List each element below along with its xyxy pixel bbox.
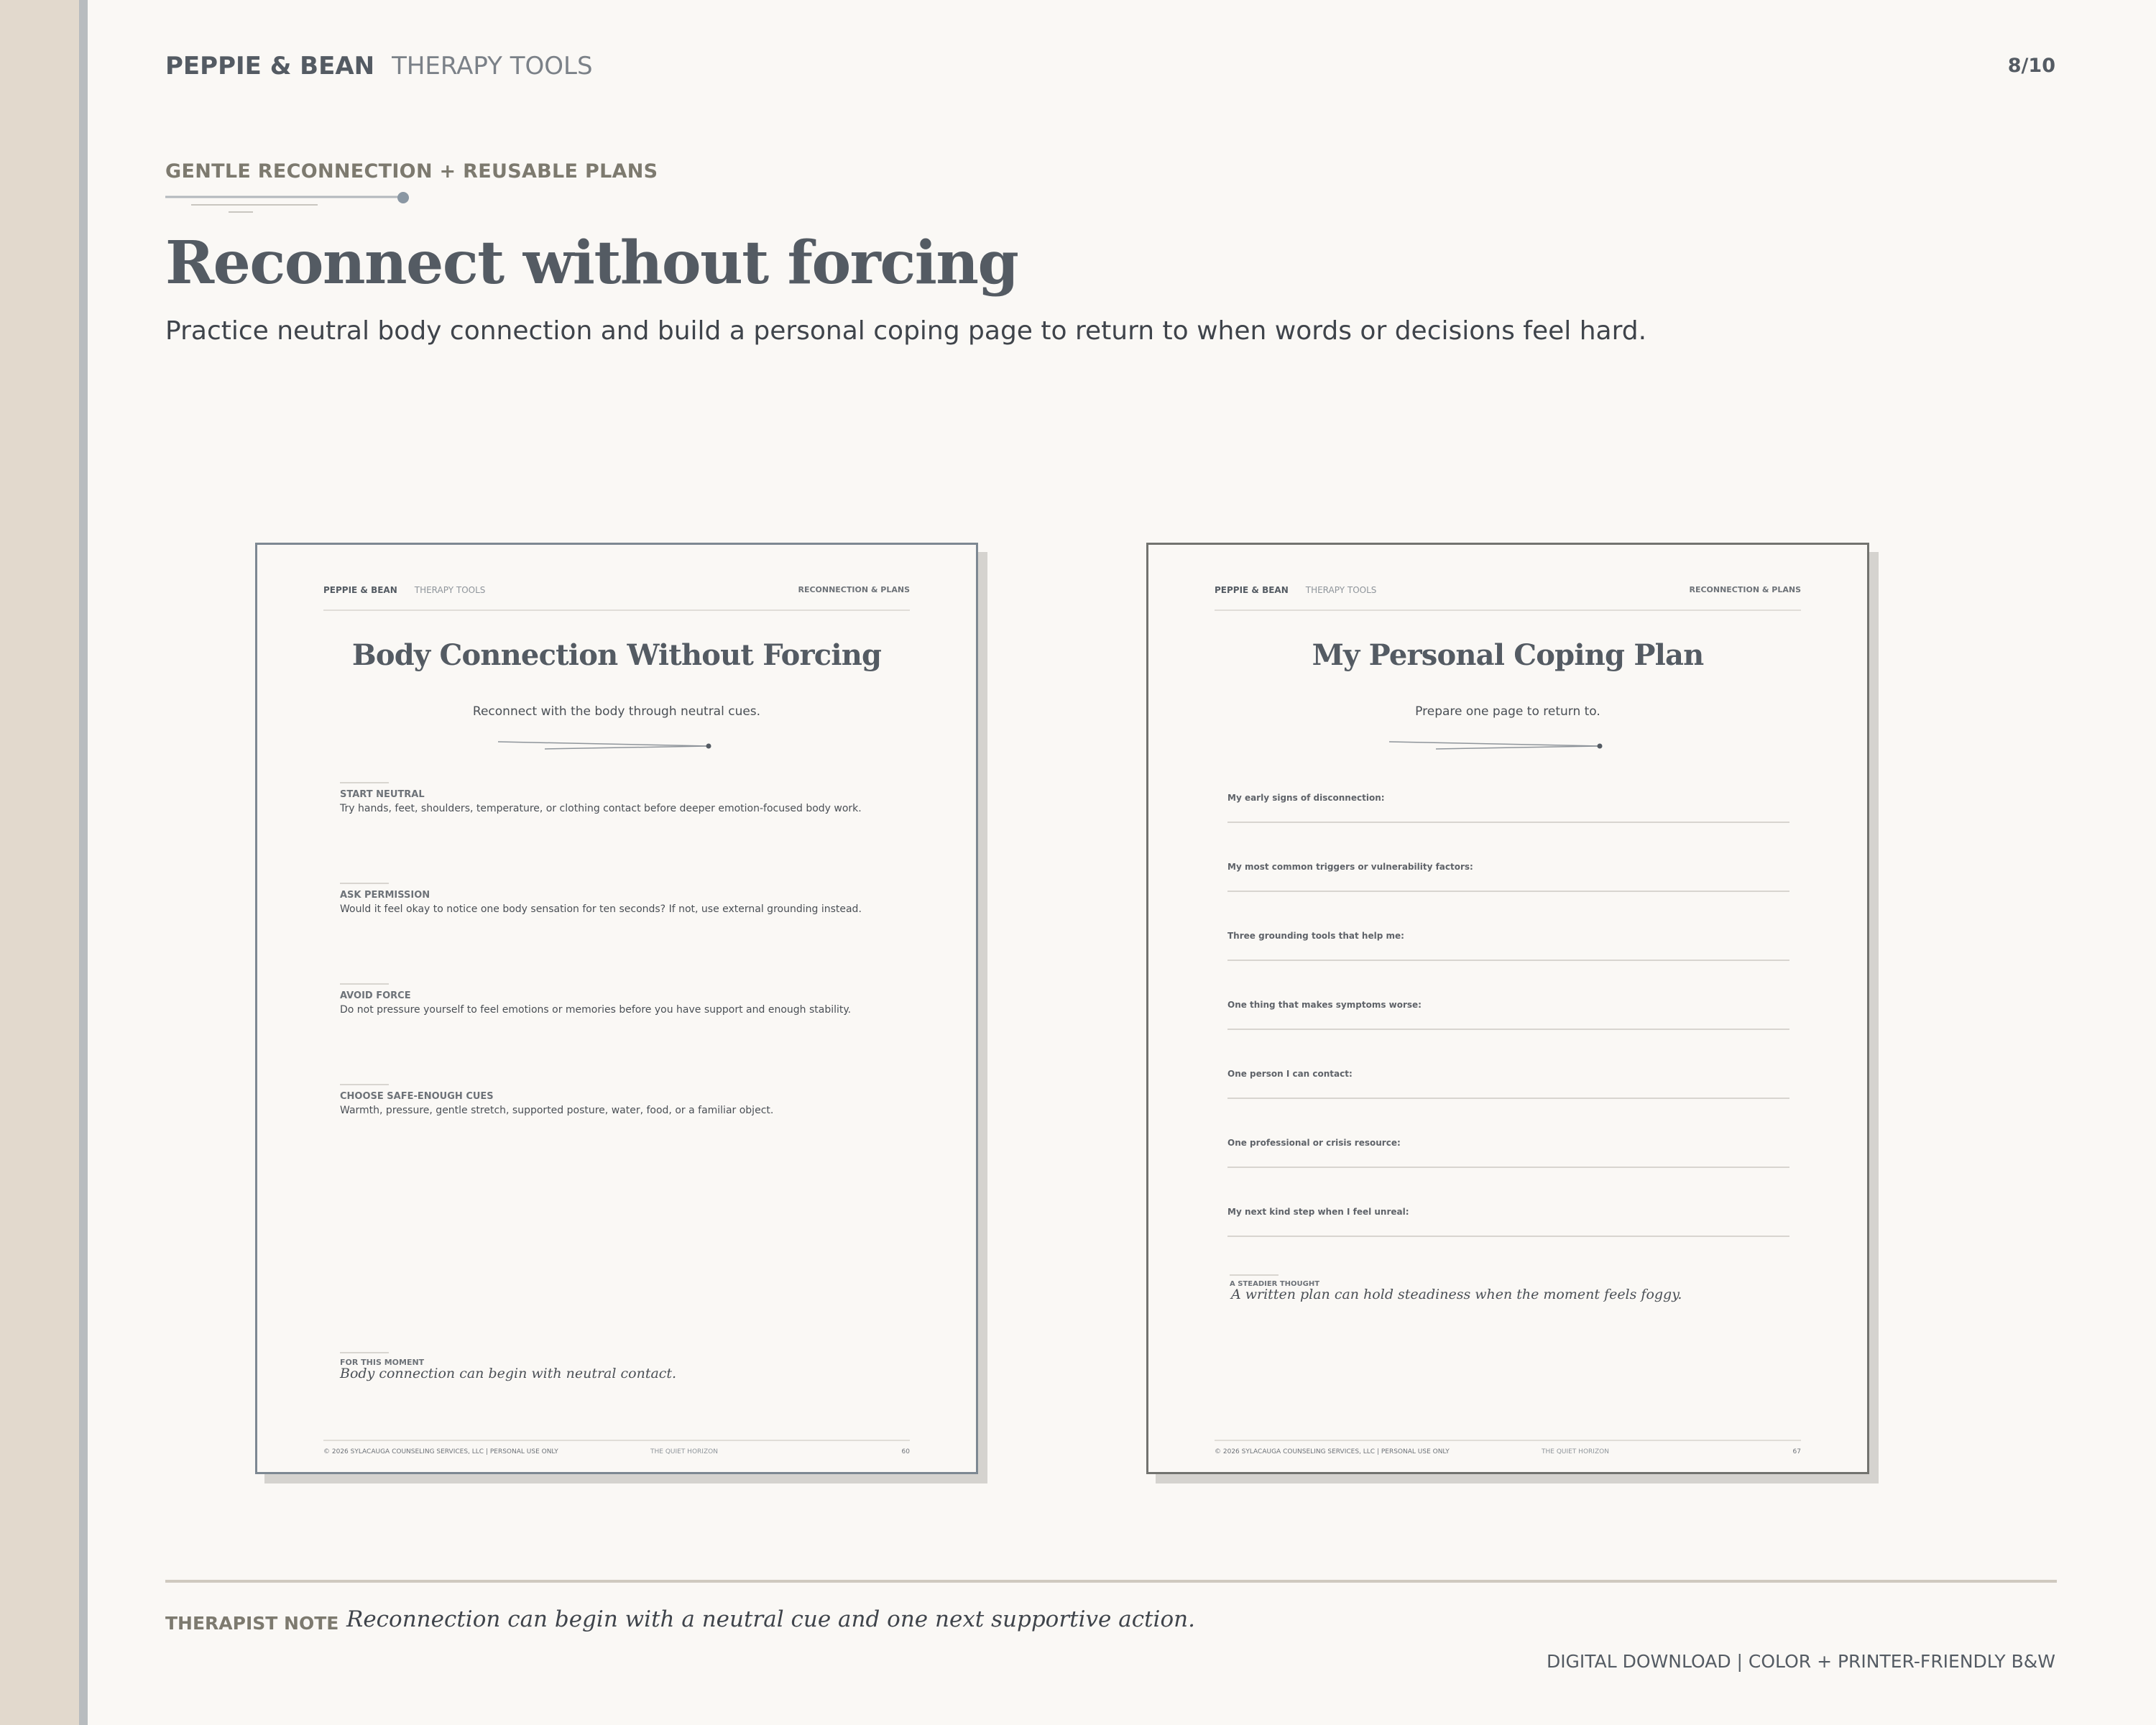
moment-label: FOR THIS MOMENT xyxy=(340,1358,425,1367)
worksheet-header xyxy=(323,585,910,611)
block-label: ASK PERMISSION xyxy=(340,890,430,901)
worksheet-ornament xyxy=(1389,740,1605,752)
worksheet-block xyxy=(340,983,911,1016)
footer-series: THE QUIET HORIZON xyxy=(1542,1448,1609,1455)
worksheet-subtitle: Prepare one page to return to. xyxy=(1415,704,1600,719)
worksheet-header xyxy=(1215,585,1801,611)
plan-field[interactable] xyxy=(1227,1000,1789,1030)
brand-tagline: THERAPY TOOLS xyxy=(392,52,593,80)
steadier-quote: A written plan can hold steadiness when the moment feels foggy. xyxy=(1231,1287,1682,1302)
moment-callout xyxy=(340,1352,676,1381)
plan-field[interactable] xyxy=(1227,1207,1789,1237)
field-label: My next kind step when I feel unreal: xyxy=(1227,1207,1409,1217)
worksheet-title: My Personal Coping Plan xyxy=(1312,638,1704,672)
worksheet-block xyxy=(340,883,911,915)
footer-copyright: © 2026 SYLACAUGA COUNSELING SERVICES, LLC | PERSONAL USE ONLY xyxy=(1215,1448,1450,1455)
block-text: Try hands, feet, shoulders, temperature, or clothing contact before deeper emotion-focused body work. xyxy=(340,803,862,814)
worksheet-section-label: RECONNECTION & PLANS xyxy=(1689,585,1801,594)
steadier-label: A STEADIER THOUGHT xyxy=(1230,1280,1320,1288)
footer-divider xyxy=(165,1580,2057,1583)
page-counter: 8/10 xyxy=(2007,55,2055,77)
footer-copyright: © 2026 SYLACAUGA COUNSELING SERVICES, LLC | PERSONAL USE ONLY xyxy=(323,1448,558,1455)
plan-field[interactable] xyxy=(1227,1138,1789,1168)
block-label: START NEUTRAL xyxy=(340,789,425,800)
steadier-thought-callout xyxy=(1230,1274,1682,1302)
field-label: My most common triggers or vulnerability factors: xyxy=(1227,862,1473,872)
footer-page-number: 67 xyxy=(1792,1448,1801,1455)
eyebrow-ornament xyxy=(165,190,413,216)
block-label: AVOID FORCE xyxy=(340,990,411,1001)
brand-name: PEPPIE & BEAN xyxy=(165,52,375,80)
block-text: Warmth, pressure, gentle stretch, supported posture, water, food, or a familiar object. xyxy=(340,1105,774,1116)
worksheet-brand-tag: THERAPY TOOLS xyxy=(414,585,486,595)
worksheet-block xyxy=(340,782,911,814)
worksheet-preview-coping-plan xyxy=(1146,543,1869,1474)
therapist-note-text: Reconnection can begin with a neutral cue and one next supportive action. xyxy=(346,1606,1195,1632)
worksheet-block xyxy=(340,1084,911,1116)
page-subtitle: Practice neutral body connection and build a personal coping page to return to when words or decisions feel hard. xyxy=(165,316,1647,346)
plan-field[interactable] xyxy=(1227,931,1789,961)
page-title: Reconnect without forcing xyxy=(165,229,1018,298)
side-band xyxy=(0,0,79,1725)
plan-field[interactable] xyxy=(1227,1069,1789,1099)
footer-page-number: 60 xyxy=(901,1448,910,1455)
moment-quote: Body connection can begin with neutral contact. xyxy=(340,1366,677,1381)
footer-series: THE QUIET HORIZON xyxy=(650,1448,718,1455)
plan-field[interactable] xyxy=(1227,793,1789,823)
block-text: Would it feel okay to notice one body sensation for ten seconds? If not, use external grounding instead. xyxy=(340,903,862,915)
plan-field[interactable] xyxy=(1227,862,1789,892)
block-text: Do not pressure yourself to feel emotions or memories before you have support and enough stability. xyxy=(340,1004,852,1016)
field-label: One person I can contact: xyxy=(1227,1069,1353,1079)
worksheet-preview-body-connection xyxy=(255,543,978,1474)
worksheet-title: Body Connection Without Forcing xyxy=(351,638,882,672)
worksheet-brand: PEPPIE & BEAN xyxy=(323,585,397,595)
therapist-note-label: THERAPIST NOTE xyxy=(165,1613,339,1634)
worksheet-section-label: RECONNECTION & PLANS xyxy=(798,585,910,594)
worksheet-footer xyxy=(1215,1440,1801,1463)
block-label: CHOOSE SAFE-ENOUGH CUES xyxy=(340,1091,494,1102)
worksheet-brand-tag: THERAPY TOOLS xyxy=(1305,585,1377,595)
worksheet-ornament xyxy=(498,740,714,752)
field-label: One thing that makes symptoms worse: xyxy=(1227,1000,1422,1010)
worksheet-footer xyxy=(323,1440,910,1463)
worksheet-brand: PEPPIE & BEAN xyxy=(1215,585,1289,595)
eyebrow-label: GENTLE RECONNECTION + REUSABLE PLANS xyxy=(165,160,658,183)
brand-lockup xyxy=(165,52,593,80)
side-band-edge xyxy=(79,0,88,1725)
format-info: DIGITAL DOWNLOAD | COLOR + PRINTER-FRIENDLY B&W xyxy=(1546,1651,2055,1672)
field-label: Three grounding tools that help me: xyxy=(1227,931,1404,941)
field-label: My early signs of disconnection: xyxy=(1227,793,1385,803)
field-label: One professional or crisis resource: xyxy=(1227,1138,1401,1148)
worksheet-subtitle: Reconnect with the body through neutral cues. xyxy=(472,704,761,719)
